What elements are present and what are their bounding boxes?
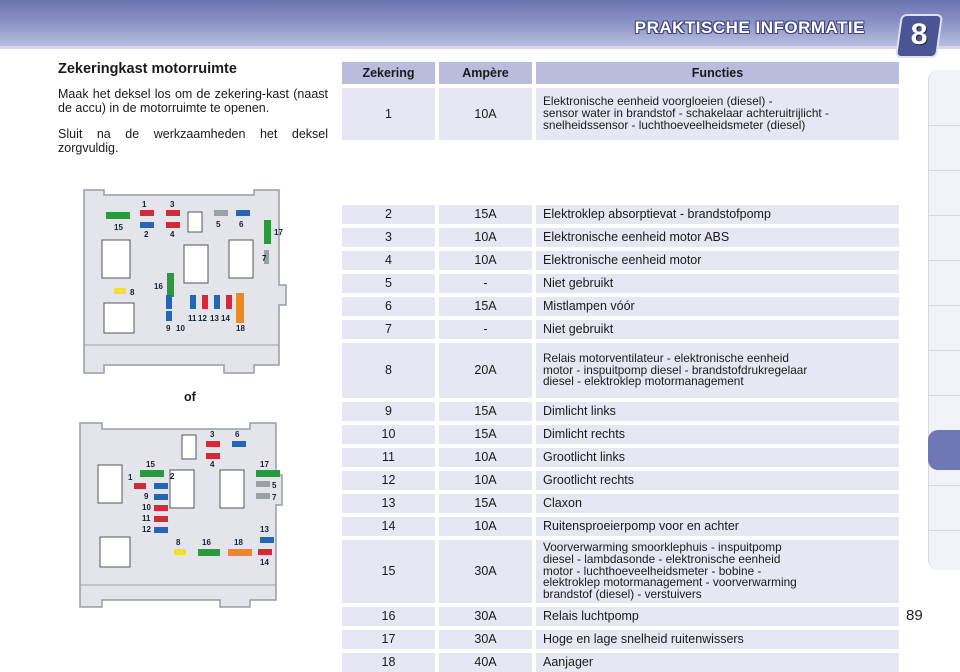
table-row xyxy=(342,205,903,224)
ampere-cell: 15A xyxy=(439,297,532,316)
chapter-badge xyxy=(895,14,943,58)
table-row xyxy=(342,540,903,603)
diagram2-label: 9 xyxy=(144,492,149,501)
function-line: Elektroklep absorptievat - brandstofpomp xyxy=(543,207,771,222)
side-tab-divider xyxy=(929,125,960,126)
ampere-cell: 15A xyxy=(439,425,532,444)
function-cell xyxy=(536,471,899,490)
table-row xyxy=(342,653,903,672)
function-cell xyxy=(536,320,899,339)
diagram2-label: 5 xyxy=(272,481,277,490)
ampere-cell: 30A xyxy=(439,607,532,626)
fuse-number-cell: 1 xyxy=(342,88,435,140)
fuse-number-cell: 6 xyxy=(342,297,435,316)
diagram1-label: 10 xyxy=(176,324,185,333)
fuse-number-cell: 11 xyxy=(342,448,435,467)
diagram1-label: 14 xyxy=(221,314,230,323)
function-text xyxy=(543,451,625,464)
diagram1-label: 9 xyxy=(166,324,171,333)
function-cell xyxy=(536,297,899,316)
fuse-number-cell: 18 xyxy=(342,653,435,672)
chapter-side-tabs[interactable] xyxy=(928,70,960,570)
side-tab-divider xyxy=(929,170,960,171)
function-cell xyxy=(536,228,899,247)
function-line: Dimlicht links xyxy=(543,404,616,419)
function-cell xyxy=(536,540,899,603)
function-line: brandstof (diesel) - verstuivers xyxy=(543,587,702,602)
fuse-number-cell: 3 xyxy=(342,228,435,247)
ampere-cell: 10A xyxy=(439,517,532,536)
side-tab-divider xyxy=(929,350,960,351)
table-row xyxy=(342,251,903,270)
fuse-number-cell: 7 xyxy=(342,320,435,339)
ampere-cell: 10A xyxy=(439,471,532,490)
function-cell xyxy=(536,425,899,444)
function-line: Mistlampen vóór xyxy=(543,299,635,314)
function-cell xyxy=(536,274,899,293)
diagram1-label: 2 xyxy=(144,230,149,239)
table-row xyxy=(342,320,903,339)
function-line: Grootlicht rechts xyxy=(543,473,635,488)
ampere-cell: 30A xyxy=(439,540,532,603)
function-line: Niet gebruikt xyxy=(543,322,614,337)
diagram2-label: 17 xyxy=(260,460,269,469)
column-header-fuse: Zekering xyxy=(342,62,435,84)
function-line: Elektronische eenheid voorgloeien (diesel) - xyxy=(543,94,773,109)
side-tab-active-chapter[interactable] xyxy=(928,430,960,470)
table-row xyxy=(342,471,903,490)
table-row xyxy=(342,607,903,626)
function-text xyxy=(543,542,797,601)
side-tab-divider xyxy=(929,215,960,216)
function-line: diesel - lambdasonde - elektronische eenheid xyxy=(543,551,781,566)
function-line: Grootlicht links xyxy=(543,450,625,465)
fuse-number-cell: 17 xyxy=(342,630,435,649)
column-header-ampere: Ampère xyxy=(439,62,532,84)
fuse-number-cell: 14 xyxy=(342,517,435,536)
function-line: Claxon xyxy=(543,496,582,511)
section-heading: Zekeringkast motorruimte xyxy=(58,61,237,77)
function-cell xyxy=(536,653,899,672)
function-text xyxy=(543,656,593,669)
fuse-box-diagram-2 xyxy=(70,415,290,615)
table-row xyxy=(342,343,903,398)
fuse-number-cell: 12 xyxy=(342,471,435,490)
table-row xyxy=(342,402,903,421)
side-tab-divider xyxy=(929,305,960,306)
function-text xyxy=(543,231,729,244)
ampere-cell: 10A xyxy=(439,251,532,270)
diagram1-label: 15 xyxy=(114,223,123,232)
fuse-number-cell: 10 xyxy=(342,425,435,444)
function-cell xyxy=(536,494,899,513)
fuse-number-cell: 15 xyxy=(342,540,435,603)
function-cell xyxy=(536,343,899,398)
paragraph-close-cover: Sluit na de werkzaamheden het deksel zorgvuldig. xyxy=(58,127,328,155)
diagram1-label: 17 xyxy=(274,228,283,237)
function-text xyxy=(543,520,739,533)
diagram2-label: 7 xyxy=(272,493,277,502)
function-line: Dimlicht rechts xyxy=(543,427,625,442)
function-text xyxy=(543,208,771,221)
fuse-number-cell: 9 xyxy=(342,402,435,421)
table-header-row xyxy=(342,62,903,84)
diagram2-label: 3 xyxy=(210,430,215,439)
side-tab-divider xyxy=(929,260,960,261)
table-row xyxy=(342,448,903,467)
ampere-cell: 10A xyxy=(439,228,532,247)
diagram1-label: 3 xyxy=(170,200,175,209)
function-line: Hoge en lage snelheid ruitenwissers xyxy=(543,632,744,647)
function-line: Ruitensproeierpomp voor en achter xyxy=(543,519,739,534)
function-line: snelheidssensor - luchthoeveelheidsmeter (diesel) xyxy=(543,117,806,132)
table-row xyxy=(342,88,903,140)
diagram2-label: 6 xyxy=(235,430,240,439)
diagram2-label: 13 xyxy=(260,525,269,534)
function-line: Niet gebruikt xyxy=(543,276,614,291)
ampere-cell: 10A xyxy=(439,448,532,467)
function-text xyxy=(543,610,639,623)
diagram2-label: 16 xyxy=(202,538,211,547)
function-line: sensor water in brandstof - schakelaar achteruitrijlicht - xyxy=(543,106,829,121)
side-tab-divider xyxy=(929,485,960,486)
diagram1-label: 1 xyxy=(142,200,147,209)
ampere-cell: 20A xyxy=(439,343,532,398)
function-text xyxy=(543,96,829,131)
diagram1-label: 6 xyxy=(239,220,244,229)
diagram2-label: 8 xyxy=(176,538,181,547)
fuse-number-cell: 8 xyxy=(342,343,435,398)
function-text xyxy=(543,405,616,418)
ampere-cell: 30A xyxy=(439,630,532,649)
ampere-cell: 15A xyxy=(439,205,532,224)
fuse-number-cell: 16 xyxy=(342,607,435,626)
function-line: motor - inspuitpomp diesel - brandstofdrukregelaar xyxy=(543,362,808,377)
chapter-title: PRAKTISCHE INFORMATIE xyxy=(634,18,865,37)
table-row xyxy=(342,425,903,444)
function-text xyxy=(543,323,613,336)
ampere-cell: 15A xyxy=(439,494,532,513)
ampere-cell: 10A xyxy=(439,88,532,140)
column-header-functions: Functies xyxy=(536,62,899,84)
diagram2-label: 10 xyxy=(142,503,151,512)
fuse-number-cell: 2 xyxy=(342,205,435,224)
function-text xyxy=(543,428,625,441)
ampere-cell: - xyxy=(439,274,532,293)
function-line: Elektronische eenheid motor ABS xyxy=(543,230,730,245)
function-line: diesel - elektroklep motormanagement xyxy=(543,374,744,389)
page-number: 89 xyxy=(906,607,923,624)
diagram1-label: 18 xyxy=(236,324,245,333)
chapter-number: 8 xyxy=(910,18,928,51)
diagram2-label: 11 xyxy=(142,514,151,523)
function-cell xyxy=(536,402,899,421)
table-row xyxy=(342,274,903,293)
diagram1-label: 12 xyxy=(198,314,207,323)
function-line: Relais motorventilateur - elektronische eenheid xyxy=(543,350,789,365)
table-row xyxy=(342,517,903,536)
table-row xyxy=(342,297,903,316)
diagram2-label: 15 xyxy=(146,460,155,469)
function-line: elektroklep motormanagement - voorverwarming xyxy=(543,575,797,590)
diagram1-label: 7 xyxy=(262,254,267,263)
side-tab-divider xyxy=(929,530,960,531)
function-cell xyxy=(536,448,899,467)
function-cell xyxy=(536,251,899,270)
diagram1-label: 8 xyxy=(130,288,135,297)
diagram1-label: 11 xyxy=(188,314,197,323)
function-line: motor - luchthoeveelheidsmeter - bobine - xyxy=(543,563,762,578)
fuse-number-cell: 4 xyxy=(342,251,435,270)
diagram1-label: 13 xyxy=(210,314,219,323)
diagram2-label: 18 xyxy=(234,538,243,547)
function-text xyxy=(543,474,634,487)
function-line: Elektronische eenheid motor xyxy=(543,253,702,268)
header-divider xyxy=(0,46,960,49)
ampere-cell: 15A xyxy=(439,402,532,421)
diagram2-label: 12 xyxy=(142,525,151,534)
fuse-number-cell: 13 xyxy=(342,494,435,513)
function-line: Relais luchtpomp xyxy=(543,609,639,624)
ampere-cell: - xyxy=(439,320,532,339)
function-text xyxy=(543,300,635,313)
diagram2-label: 14 xyxy=(260,558,269,567)
function-cell xyxy=(536,517,899,536)
or-label: of xyxy=(184,390,196,404)
ampere-cell: 40A xyxy=(439,653,532,672)
diagram1-label: 5 xyxy=(216,220,221,229)
function-cell xyxy=(536,88,899,140)
function-cell xyxy=(536,607,899,626)
function-line: Aanjager xyxy=(543,655,594,670)
side-tab-divider xyxy=(929,395,960,396)
fuse-box-diagram-1 xyxy=(74,185,296,380)
fuse-number-cell: 5 xyxy=(342,274,435,293)
diagram1-label: 4 xyxy=(170,230,175,239)
function-text xyxy=(543,497,582,510)
diagram1-label: 16 xyxy=(154,282,163,291)
function-text xyxy=(543,277,613,290)
table-row xyxy=(342,228,903,247)
function-cell xyxy=(536,205,899,224)
paragraph-open-cover: Maak het deksel los om de zekering-kast (naast de accu) in de motorruimte te openen. xyxy=(58,87,328,115)
table-row xyxy=(342,494,903,513)
function-text xyxy=(543,350,808,389)
diagram2-label: 4 xyxy=(210,460,215,469)
function-line: Voorverwarming smoorklephuis - inspuitpomp xyxy=(543,540,782,554)
diagram2-label: 2 xyxy=(170,472,175,481)
function-text xyxy=(543,254,701,267)
diagram2-label: 1 xyxy=(128,473,133,482)
